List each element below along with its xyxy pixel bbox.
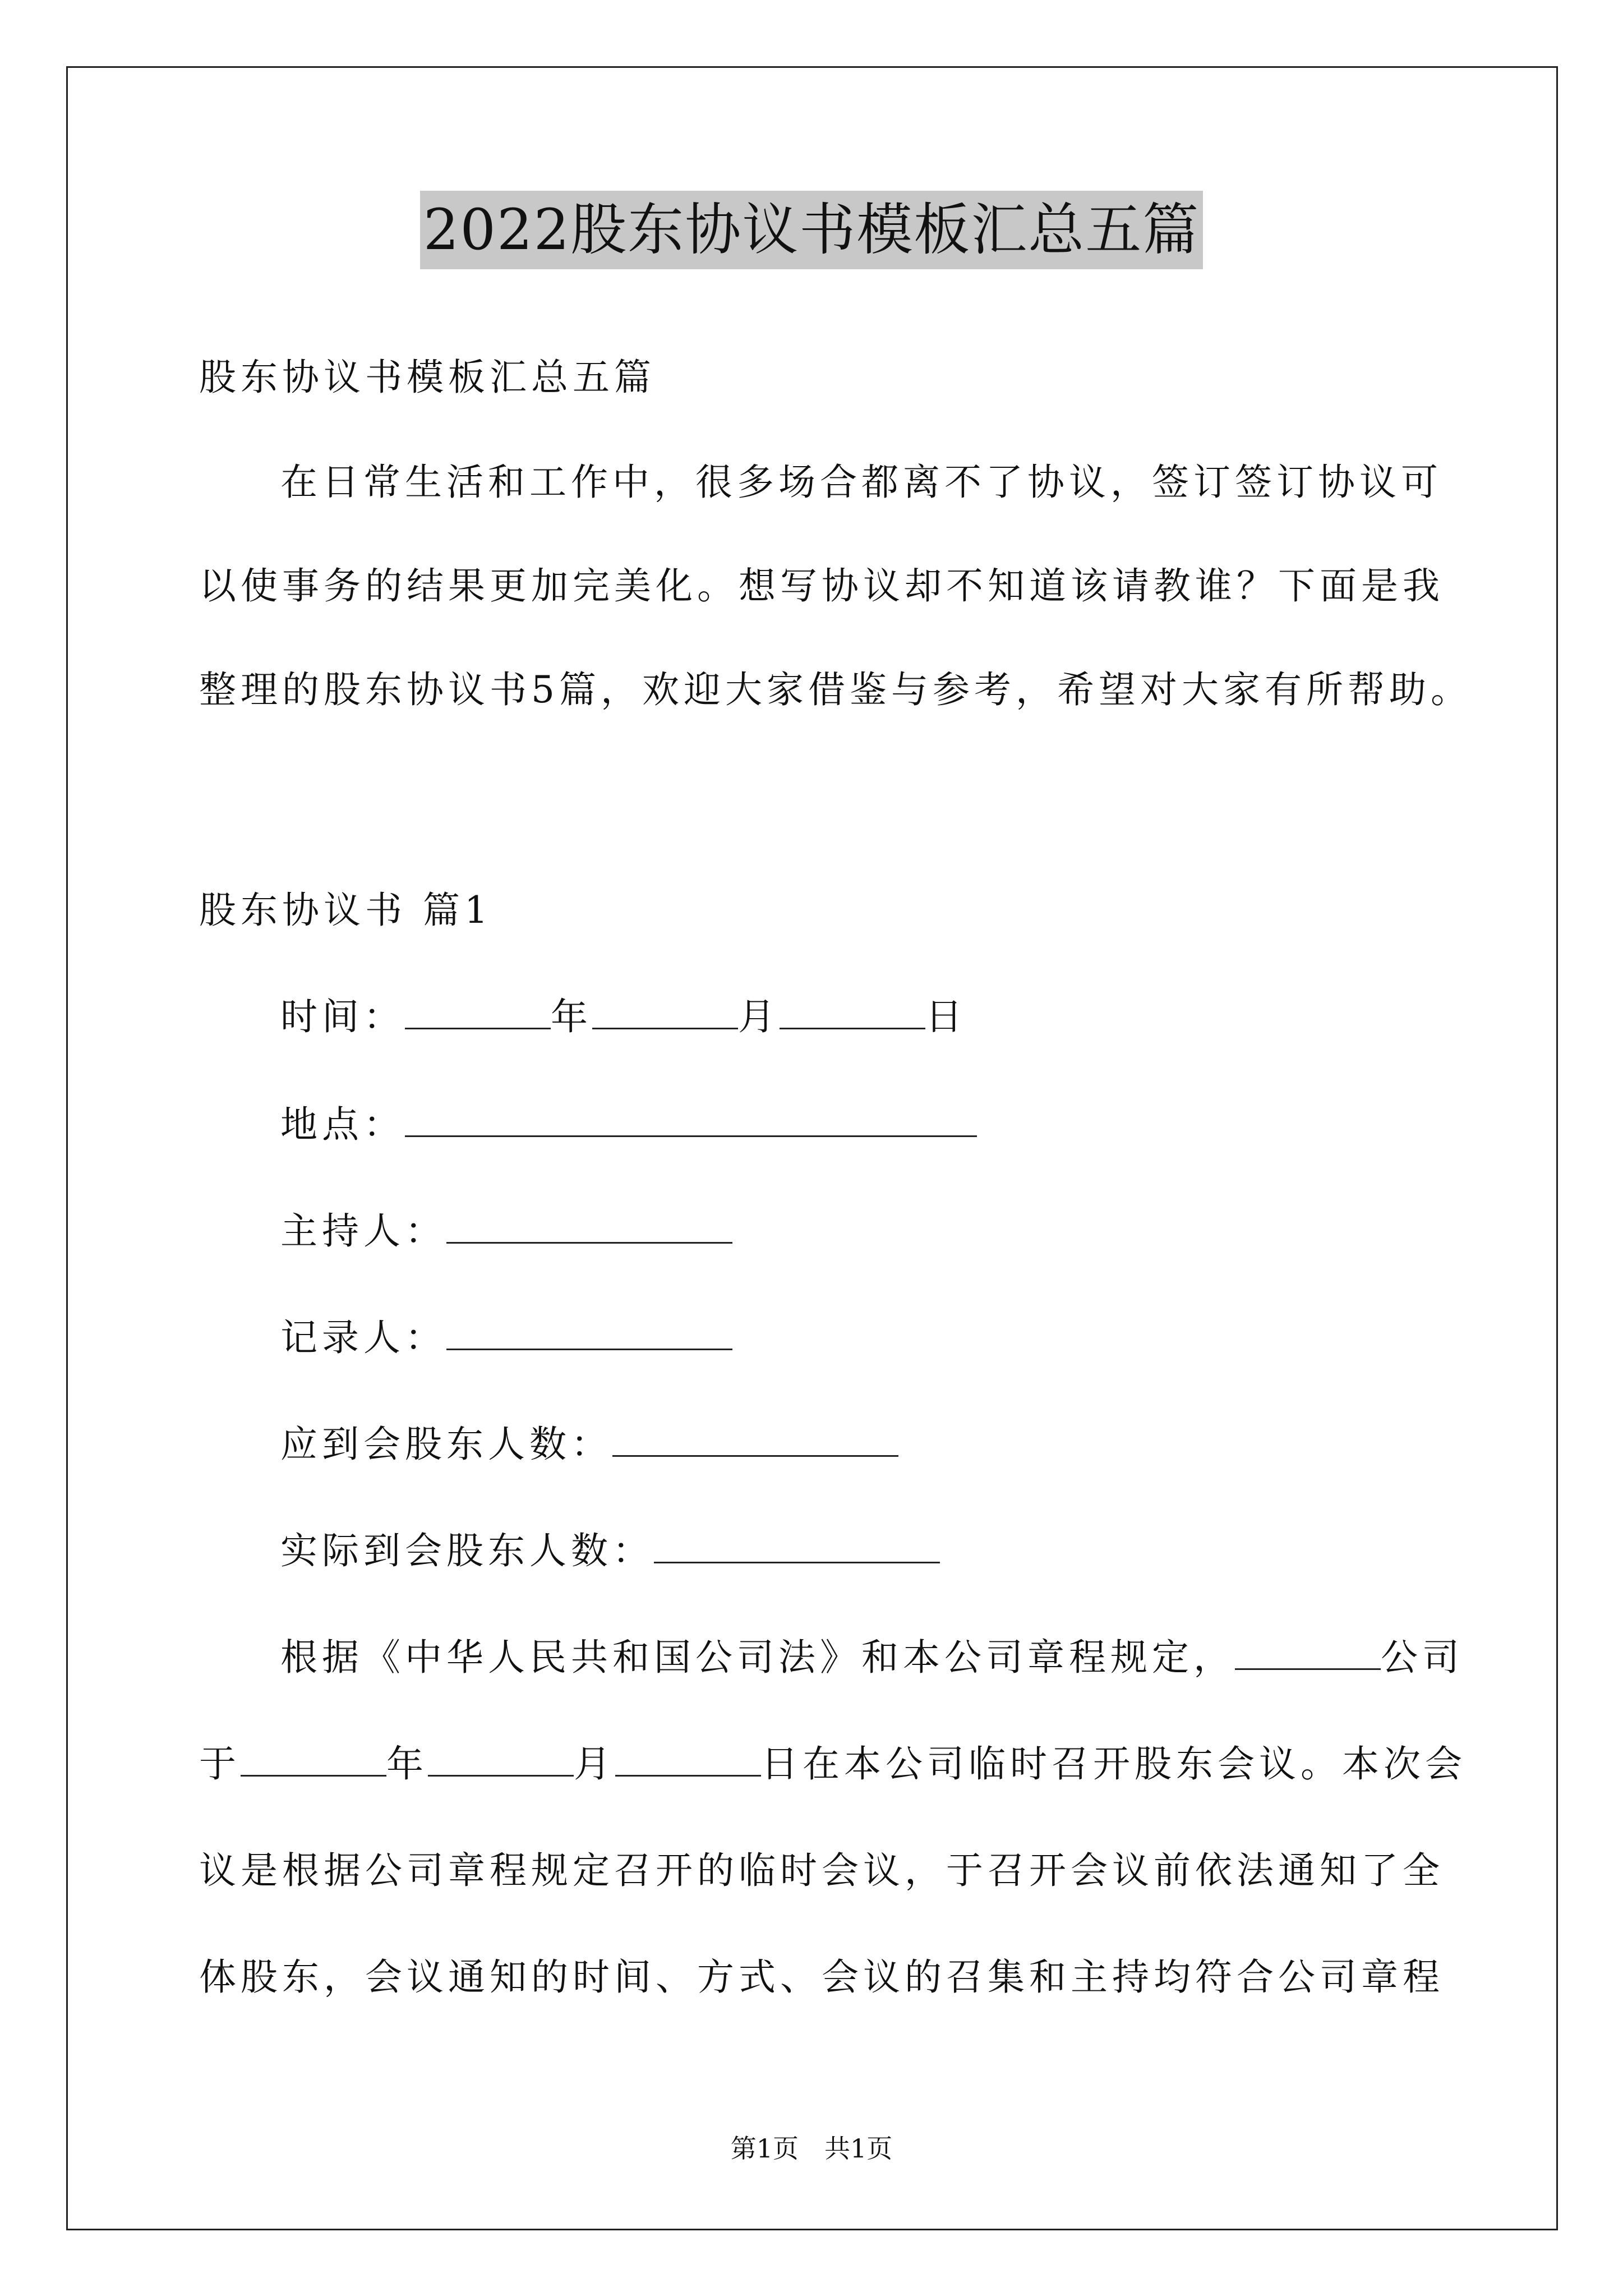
actual-row bbox=[280, 1526, 940, 1576]
meeting-month-blank[interactable] bbox=[428, 1740, 574, 1777]
actual-blank[interactable] bbox=[654, 1527, 940, 1563]
expected-blank[interactable] bbox=[612, 1420, 898, 1457]
year-blank[interactable] bbox=[405, 993, 551, 1029]
time-label: 时间： bbox=[280, 995, 405, 1038]
meeting-day-blank[interactable] bbox=[615, 1740, 761, 1777]
body-line-2-end: 日在本公司临时召开股东会议。本次会 bbox=[761, 1742, 1467, 1786]
host-label: 主持人： bbox=[280, 1209, 446, 1253]
body-line-2 bbox=[199, 1739, 1467, 1789]
place-row bbox=[280, 1099, 977, 1150]
body-line-2-year: 年 bbox=[386, 1742, 428, 1786]
body-line-4: 体股东，会议通知的时间、方式、会议的召集和主持均符合公司章程 bbox=[199, 1955, 1444, 1999]
body-line-1-text: 根据《中华人民共和国公司法》和本公司章程规定， bbox=[280, 1636, 1235, 1679]
title-container bbox=[0, 191, 1623, 269]
place-blank[interactable] bbox=[405, 1101, 977, 1137]
day-label: 日 bbox=[925, 995, 967, 1038]
recorder-row bbox=[280, 1313, 732, 1363]
recorder-label: 记录人： bbox=[280, 1316, 446, 1359]
intro-line-1: 在日常生活和工作中，很多场合都离不了协议，签订签订协议可 bbox=[280, 461, 1442, 504]
recorder-blank[interactable] bbox=[446, 1314, 732, 1350]
document-title: 2022股东协议书模板汇总五篇 bbox=[420, 191, 1204, 269]
meeting-year-blank[interactable] bbox=[241, 1740, 386, 1777]
intro-line-3: 整理的股东协议书5篇，欢迎大家借鉴与参考，希望对大家有所帮助。 bbox=[199, 668, 1472, 711]
page-footer: 第1页 共1页 bbox=[730, 2133, 893, 2164]
body-line-1 bbox=[280, 1632, 1464, 1683]
month-label: 月 bbox=[738, 995, 780, 1038]
time-row bbox=[280, 992, 967, 1042]
day-blank[interactable] bbox=[780, 993, 925, 1029]
subtitle: 股东协议书模板汇总五篇 bbox=[199, 356, 656, 399]
actual-label: 实际到会股东人数： bbox=[280, 1529, 654, 1572]
body-line-2-start: 于 bbox=[199, 1742, 241, 1786]
expected-row bbox=[280, 1419, 898, 1470]
section-heading: 股东协议书 篇1 bbox=[199, 889, 492, 932]
host-blank[interactable] bbox=[446, 1207, 732, 1244]
year-label: 年 bbox=[551, 995, 592, 1038]
body-line-3: 议是根据公司章程规定召开的临时会议，于召开会议前依法通知了全 bbox=[199, 1849, 1444, 1892]
month-blank[interactable] bbox=[592, 993, 738, 1029]
company-blank[interactable] bbox=[1235, 1634, 1381, 1670]
host-row bbox=[280, 1206, 732, 1257]
body-line-2-month: 月 bbox=[574, 1742, 615, 1786]
expected-label: 应到会股东人数： bbox=[280, 1423, 612, 1466]
place-label: 地点： bbox=[280, 1103, 405, 1146]
body-line-1-end: 公司 bbox=[1381, 1636, 1464, 1679]
intro-line-2: 以使事务的结果更加完美化。想写协议却不知道该请教谁？下面是我 bbox=[199, 564, 1444, 608]
